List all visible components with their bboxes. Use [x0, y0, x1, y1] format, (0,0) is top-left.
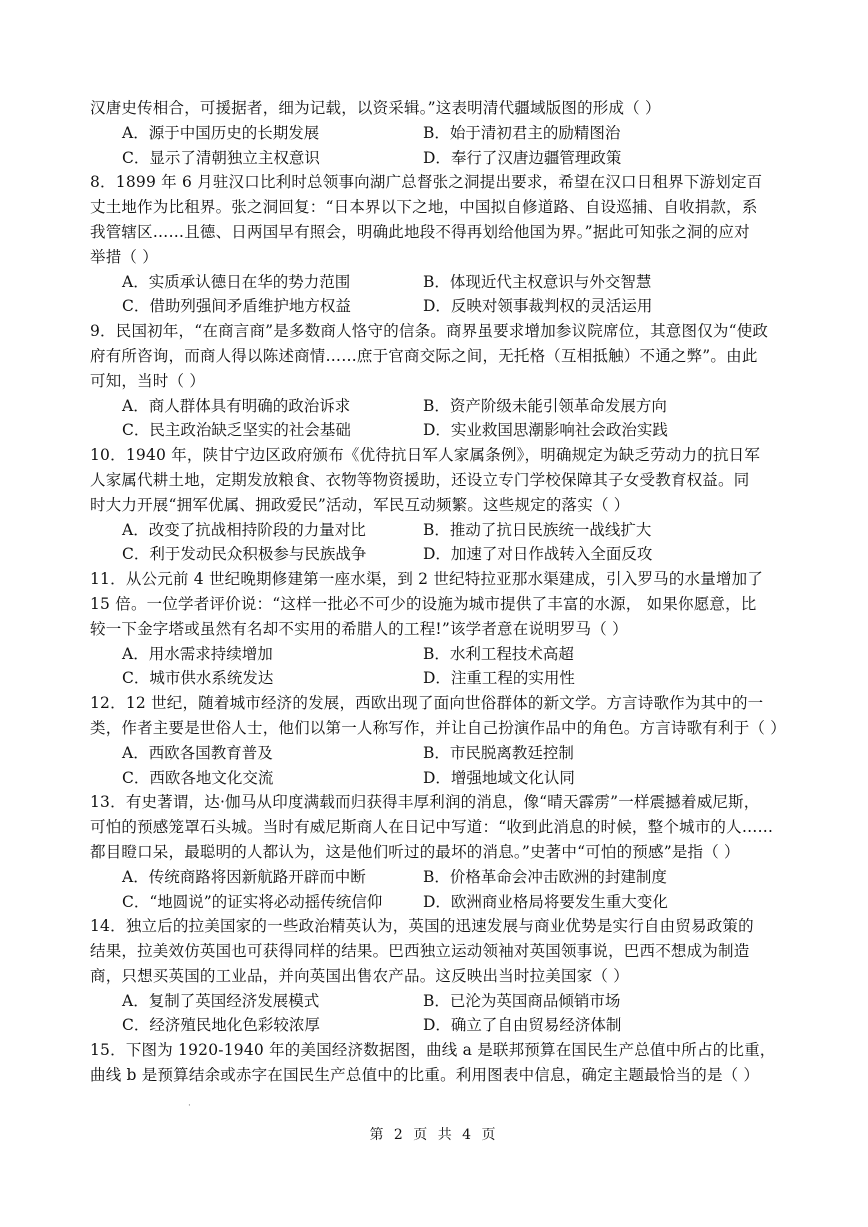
option-c: C．民主政治缺乏坚实的社会基础 — [122, 421, 351, 440]
question-14 — [90, 914, 795, 1038]
option-c: C．经济殖民地化色彩较浓厚 — [122, 1016, 320, 1035]
question-stem-line: 人家属代耕土地，定期发放粮食、衣物等物资援助，还设立专门学校保障其子女受教育权益。同 — [90, 470, 750, 489]
option-row — [90, 642, 795, 667]
option-b: B．价格革命会冲击欧洲的封建制度 — [423, 867, 667, 886]
option-c: C．西欧各地文化交流 — [122, 768, 274, 787]
option-row — [90, 270, 795, 295]
question-15 — [90, 1038, 795, 1088]
question-stem-line: 较一下金字塔或虽然有名却不实用的希腊人的工程!”该学者意在说明罗马（ ） — [90, 619, 628, 638]
question-stem-line: 9．民国初年，“在商言商”是多数商人恪守的信条。商界虽要求增加参议院席位，其意图仅为“使政 — [90, 322, 769, 341]
question-11 — [90, 567, 795, 691]
option-d: D．确立了自由贸易经济体制 — [423, 1016, 622, 1035]
question-stem-line: 商，只想买英国的工业品，并向英国出售农产品。这反映出当时拉美国家（ ） — [90, 966, 629, 985]
option-c: C．“地圆说”的证实将必动摇传统信仰 — [122, 892, 383, 911]
option-a: A．源于中国历史的长期发展 — [122, 123, 320, 142]
question-stem-line: 11．从公元前 4 世纪晚期修建第一座水渠，到 2 世纪特拉亚那水渠建成，引入罗马的水量增加了 — [90, 570, 764, 589]
option-c: C．城市供水系统发达 — [122, 669, 274, 688]
option-row — [90, 666, 795, 691]
option-c: C．利于发动民众积极参与民族战争 — [122, 545, 367, 564]
option-row — [90, 394, 795, 419]
question-8 — [90, 170, 795, 319]
q7-tail-line: 汉唐史传相合，可援据者，细为记载，以资采辑。”这表明清代疆域版图的形成（ ） — [90, 99, 661, 117]
option-b: B．市民脱离教廷控制 — [423, 743, 574, 762]
question-stem-line: 曲线 b 是预算结余或赤字在国民生产总值中的比重。利用图表中信息，确定主题最恰当的是（ ） — [90, 1066, 760, 1085]
option-b: B．始于清初君主的励精图治 — [423, 123, 621, 142]
question-stem-line: 府有所咨询，而商人得以陈述商情……庶于官商交际之间，无托格（互相抵触）不通之弊”。由此 — [90, 346, 758, 365]
question-stem-line: 都目瞪口呆，最聪明的人都认为，这是他们听过的最坏的消息。”史著中“可怕的预感”是指（ ） — [90, 842, 740, 861]
option-row — [90, 518, 795, 543]
stray-mark: · — [188, 1101, 191, 1111]
question-10 — [90, 443, 795, 567]
question-stem-line: 10．1940 年，陕甘宁边区政府颁布《优待抗日军人家属条例》，明确规定为缺乏劳动力的抗日军 — [90, 446, 761, 465]
option-b: B．体现近代主权意识与外交智慧 — [423, 272, 652, 291]
question-stem-line: 8．1899 年 6 月驻汉口比利时总领事向湖广总督张之洞提出要求，希望在汉口日租界下游划定百 — [90, 173, 763, 192]
option-row — [90, 865, 795, 890]
option-b: B．已沦为英国商品倾销市场 — [423, 991, 621, 1010]
option-c: C．借助列强间矛盾维护地方权益 — [122, 297, 351, 316]
option-row — [90, 121, 795, 146]
question-stem-line: 类，作者主要是世俗人士，他们以第一人称写作，并让自己扮演作品中的角色。方言诗歌有利于（ ） — [90, 718, 786, 737]
question-stem-line: 可知，当时（ ） — [90, 371, 206, 390]
question-stem-line: 12．12 世纪，随着城市经济的发展，西欧出现了面向世俗群体的新文学。方言诗歌作为其中的一 — [90, 694, 764, 713]
option-row — [90, 1013, 795, 1038]
question-12 — [90, 691, 795, 790]
question-stem-line: 丈土地作为比租界。张之洞回复：“日本界以下之地，中国拟自修道路、自设巡捕、自收捐款，系 — [90, 198, 758, 217]
question-stem-line: 14．独立后的拉美国家的一些政治精英认为，英国的迅速发展与商业优势是实行自由贸易政策的 — [90, 917, 754, 936]
question-stem-line: 15．下图为 1920-1940 年的美国经济数据图，曲线 a 是联邦预算在国民生产总值中所占的比重， — [90, 1041, 776, 1060]
option-d: D．奉行了汉唐边疆管理政策 — [423, 148, 622, 167]
option-row — [90, 989, 795, 1014]
option-row — [90, 741, 795, 766]
option-a: A．用水需求持续增加 — [122, 644, 273, 663]
option-row — [90, 294, 795, 319]
page-footer: 第 2 页 共 4 页 — [369, 1127, 499, 1143]
option-row — [90, 890, 795, 915]
option-row — [90, 542, 795, 567]
option-b: B．水利工程技术高超 — [423, 644, 574, 663]
option-b: B．资产阶级未能引领革命发展方向 — [423, 396, 667, 415]
option-row — [90, 418, 795, 443]
option-a: A．实质承认德日在华的势力范围 — [122, 272, 351, 291]
question-stem-line: 时大力开展“拥军优属、拥政爱民”活动，军民互动频繁。这些规定的落实（ ） — [90, 495, 630, 514]
question-13 — [90, 790, 795, 914]
option-b: B．推动了抗日民族统一战线扩大 — [423, 520, 652, 539]
option-d: D．实业救国思潮影响社会政治实践 — [423, 421, 668, 440]
question-stem-line: 13．有史著谓，达·伽马从印度满载而归获得丰厚利润的消息，像“晴天霹雳”一样震撼着威尼斯， — [90, 793, 760, 812]
option-d: D．注重工程的实用性 — [423, 669, 575, 688]
question-stem-line: 15 倍。一位学者评价说：“这样一批必不可少的设施为城市提供了丰富的水源， 如果你愿意，比 — [90, 594, 757, 613]
option-c: C．显示了清朝独立主权意识 — [122, 148, 320, 167]
question-stem-line: 可怕的预感笼罩石头城。当时有威尼斯商人在日记中写道：“收到此消息的时候，整个城市的人…… — [90, 818, 774, 837]
question-stem-line: 举措（ ） — [90, 247, 158, 266]
option-a: A．西欧各国教育普及 — [122, 743, 273, 762]
option-a: A．复制了英国经济发展模式 — [122, 991, 320, 1010]
option-a: A．改变了抗战相持阶段的力量对比 — [122, 520, 366, 539]
option-d: D．反映对领事裁判权的灵活运用 — [423, 297, 653, 316]
option-a: A．商人群体具有明确的政治诉求 — [122, 396, 351, 415]
option-row — [90, 146, 795, 171]
question-stem-line: 结果，拉美效仿英国也可获得同样的结果。巴西独立运动领袖对英国领事说，巴西不想成为制造 — [90, 942, 750, 961]
option-a: A．传统商路将因新航路开辟而中断 — [122, 867, 366, 886]
question-list — [90, 96, 795, 1088]
option-d: D．加速了对日作战转入全面反攻 — [423, 545, 653, 564]
option-d: D．增强地域文化认同 — [423, 768, 575, 787]
option-d: D．欧洲商业格局将要发生重大变化 — [423, 892, 668, 911]
option-row — [90, 766, 795, 791]
question-9 — [90, 319, 795, 443]
question-stem-line: 我管辖区……且德、日两国早有照会，明确此地段不得再划给他国为界。”据此可知张之洞的应对 — [90, 222, 750, 241]
